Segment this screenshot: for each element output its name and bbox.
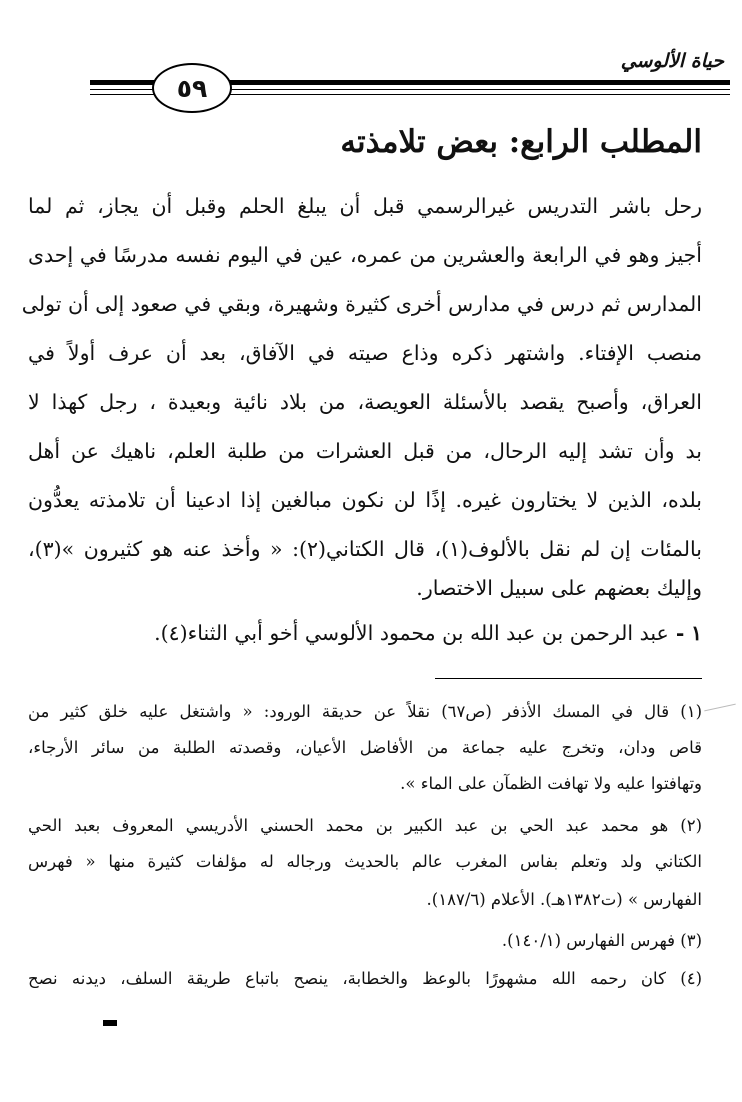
body-line-9: وإليك بعضهم على سبيل الاختصار. bbox=[416, 576, 702, 600]
continuation-mark bbox=[103, 1020, 117, 1026]
footnote-line-1: (١) قال في المسك الأذفر (ص٦٧) نقلاً عن حديقة الورود: « واشتغل عليه خلق كثير من bbox=[28, 702, 702, 721]
running-title: حياة الألوسي bbox=[620, 50, 724, 72]
list-item-text: عبد الرحمن بن عبد الله بن محمود الألوسي أخو أبي الثناء(٤). bbox=[154, 621, 669, 645]
body-line-2: أجيز وهو في الرابعة والعشرين من عمره، عين في اليوم نفسه مدرسًا في إحدى bbox=[28, 243, 702, 267]
footnote-line-7: (٣) فهرس الفهارس (١٤٠/١). bbox=[501, 931, 702, 950]
footnote-line-6: الفهارس » (ت١٣٨٢هـ). الأعلام (١٨٧/٦). bbox=[426, 890, 702, 909]
margin-mark bbox=[704, 704, 736, 712]
footnote-line-2: قاص ودان، وتخرج عليه جماعة من الأفاضل الأعيان، وقصدته الطلبة من سائر الأرجاء، bbox=[28, 738, 702, 757]
footnote-line-5: الكتاني ولد وتعلم بفاس المغرب عالم بالحديث ورجاله له مؤلفات كثيرة منها « فهرس bbox=[28, 852, 702, 871]
list-item-1 bbox=[28, 621, 702, 646]
list-item-dash: - bbox=[668, 621, 685, 645]
list-item-number: ١ bbox=[690, 621, 702, 645]
section-heading: المطلب الرابع: بعض تلامذته bbox=[340, 124, 702, 160]
body-line-3: المدارس ثم درس في مدارس أخرى كثيرة وشهيرة، وبقي في صعود إلى أن تولى bbox=[21, 292, 702, 316]
body-line-5: العراق، وأصبح يقصد بالأسئلة العويصة، من بلاد نائية وبعيدة ، رجل كهذا لا bbox=[28, 390, 702, 414]
body-line-1: رحل باشر التدريس غيرالرسمي قبل أن يبلغ الحلم وقبل أن يجاز، ثم لما bbox=[28, 194, 702, 218]
page-number-badge bbox=[152, 63, 232, 113]
footnote-line-4: (٢) هو محمد عبد الحي بن عبد الكبير بن محمد الحسني الأدريسي المعروف بعبد الحي bbox=[28, 816, 702, 835]
footnote-line-3: وتهافتوا عليه ولا تهافت الظمآن على الماء ». bbox=[400, 774, 702, 793]
body-line-4: منصب الإفتاء. واشتهر ذكره وذاع صيته في الآفاق، بعد أن عرف أولاً في bbox=[28, 341, 702, 365]
body-line-7: بلده، الذين لا يختارون غيره. إذًا لن نكون مبالغين إذا ادعينا أن تلامذته يعدُّون bbox=[28, 488, 702, 512]
body-line-6: بد وأن تشد إليه الرحال، من قبل العشرات من طلبة العلم، ناهيك عن أهل bbox=[28, 439, 702, 463]
footnote-line-8: (٤) كان رحمه الله مشهورًا بالوعظ والخطابة، ينصح باتباع طريقة السلف، ديدنه نصح bbox=[28, 969, 702, 988]
page-number: ٥٩ bbox=[176, 73, 208, 103]
footnote-separator bbox=[435, 678, 702, 679]
body-line-8: بالمئات إن لم نقل بالألوف(١)، قال الكتاني(٢): « وأخذ عنه هو كثيرون »(٣)، bbox=[28, 537, 702, 561]
